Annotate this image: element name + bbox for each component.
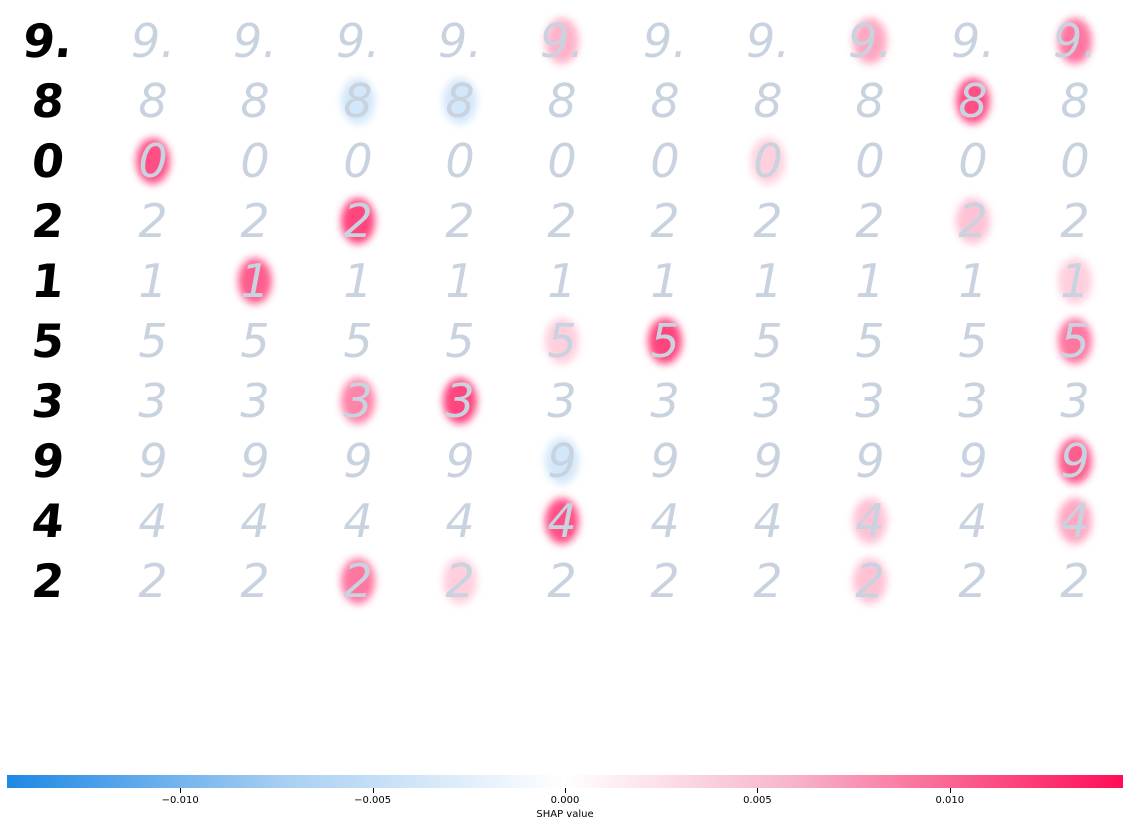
ghost-digit: 9. bbox=[540, 14, 584, 68]
attribution-cell bbox=[625, 553, 705, 609]
attribution-cell bbox=[728, 553, 808, 609]
attribution-cell bbox=[113, 253, 193, 309]
ghost-digit: 1 bbox=[650, 254, 680, 308]
attribution-cell bbox=[215, 493, 295, 549]
colorbar-label: SHAP value bbox=[536, 809, 594, 820]
attribution-cell bbox=[318, 373, 398, 429]
ghost-digit: 2 bbox=[138, 554, 168, 608]
ghost-digit: 8 bbox=[1060, 74, 1090, 128]
input-digit: 4 bbox=[29, 494, 67, 548]
ghost-digit: 9 bbox=[240, 434, 270, 488]
attribution-cell bbox=[420, 73, 500, 129]
grid-row bbox=[0, 253, 1130, 309]
attribution-cell bbox=[1035, 73, 1115, 129]
attribution-cell bbox=[728, 133, 808, 189]
attribution-cell bbox=[625, 253, 705, 309]
attribution-cell bbox=[728, 253, 808, 309]
attribution-cell bbox=[830, 553, 910, 609]
ghost-digit: 0 bbox=[445, 134, 475, 188]
ghost-digit: 5 bbox=[1060, 314, 1090, 368]
attribution-cell bbox=[522, 553, 602, 609]
ghost-digit: 1 bbox=[958, 254, 988, 308]
attribution-cell bbox=[215, 73, 295, 129]
ghost-digit: 3 bbox=[445, 374, 475, 428]
attribution-cell bbox=[420, 493, 500, 549]
ghost-digit: 9. bbox=[643, 14, 687, 68]
attribution-cell bbox=[625, 313, 705, 369]
attribution-cell bbox=[830, 13, 910, 69]
ghost-digit: 5 bbox=[445, 314, 475, 368]
ghost-digit: 2 bbox=[445, 554, 475, 608]
attribution-cell bbox=[830, 493, 910, 549]
ghost-digit: 9 bbox=[343, 434, 373, 488]
attribution-cell bbox=[933, 433, 1013, 489]
input-digit-cell bbox=[8, 553, 88, 609]
ghost-digit: 0 bbox=[1060, 134, 1090, 188]
ghost-digit: 9 bbox=[650, 434, 680, 488]
attribution-cell bbox=[830, 73, 910, 129]
ghost-digit: 2 bbox=[1060, 554, 1090, 608]
input-digit-cell bbox=[8, 133, 88, 189]
attribution-cell bbox=[522, 373, 602, 429]
attribution-cell bbox=[933, 313, 1013, 369]
attribution-cell bbox=[728, 193, 808, 249]
attribution-cell bbox=[420, 133, 500, 189]
attribution-cell bbox=[625, 493, 705, 549]
ghost-digit: 0 bbox=[753, 134, 783, 188]
attribution-cell bbox=[113, 133, 193, 189]
attribution-cell bbox=[1035, 193, 1115, 249]
attribution-cell bbox=[113, 493, 193, 549]
ghost-digit: 9 bbox=[547, 434, 577, 488]
ghost-digit: 4 bbox=[445, 494, 475, 548]
grid-row bbox=[0, 193, 1130, 249]
ghost-digit: 5 bbox=[240, 314, 270, 368]
colorbar-tick-label: 0.000 bbox=[550, 795, 580, 806]
attribution-cell bbox=[522, 313, 602, 369]
attribution-cell bbox=[318, 433, 398, 489]
ghost-digit: 1 bbox=[753, 254, 783, 308]
grid-row bbox=[0, 373, 1130, 429]
attribution-cell bbox=[522, 493, 602, 549]
grid-row bbox=[0, 133, 1130, 189]
attribution-cell bbox=[1035, 133, 1115, 189]
attribution-cell bbox=[318, 193, 398, 249]
input-digit: 5 bbox=[29, 314, 67, 368]
attribution-cell bbox=[215, 373, 295, 429]
ghost-digit: 2 bbox=[138, 194, 168, 248]
attribution-cell bbox=[420, 553, 500, 609]
input-digit-cell bbox=[8, 13, 88, 69]
attribution-cell bbox=[933, 73, 1013, 129]
ghost-digit: 2 bbox=[240, 194, 270, 248]
attribution-cell bbox=[830, 433, 910, 489]
grid-row bbox=[0, 313, 1130, 369]
attribution-cell bbox=[830, 253, 910, 309]
ghost-digit: 8 bbox=[855, 74, 885, 128]
attribution-cell bbox=[522, 13, 602, 69]
ghost-digit: 9. bbox=[951, 14, 995, 68]
ghost-digit: 8 bbox=[343, 74, 373, 128]
ghost-digit: 8 bbox=[138, 74, 168, 128]
input-digit-cell bbox=[8, 433, 88, 489]
attribution-cell bbox=[1035, 433, 1115, 489]
attribution-cell bbox=[1035, 13, 1115, 69]
colorbar-tick bbox=[180, 788, 181, 793]
attribution-cell bbox=[1035, 553, 1115, 609]
input-digit-cell bbox=[8, 313, 88, 369]
colorbar-tick bbox=[565, 788, 566, 793]
attribution-cell bbox=[420, 253, 500, 309]
ghost-digit: 2 bbox=[650, 194, 680, 248]
ghost-digit: 5 bbox=[650, 314, 680, 368]
attribution-cell bbox=[625, 433, 705, 489]
attribution-cell bbox=[318, 313, 398, 369]
ghost-digit: 5 bbox=[753, 314, 783, 368]
colorbar-tick bbox=[373, 788, 374, 793]
ghost-digit: 2 bbox=[445, 194, 475, 248]
ghost-digit: 0 bbox=[650, 134, 680, 188]
attribution-cell bbox=[318, 553, 398, 609]
ghost-digit: 4 bbox=[138, 494, 168, 548]
input-digit-cell bbox=[8, 193, 88, 249]
input-digit: 9 bbox=[29, 434, 67, 488]
ghost-digit: 3 bbox=[855, 374, 885, 428]
attribution-cell bbox=[933, 553, 1013, 609]
ghost-digit: 2 bbox=[343, 194, 373, 248]
ghost-digit: 4 bbox=[240, 494, 270, 548]
ghost-digit: 9. bbox=[233, 14, 277, 68]
ghost-digit: 2 bbox=[1060, 194, 1090, 248]
colorbar-tick bbox=[757, 788, 758, 793]
ghost-digit: 2 bbox=[855, 554, 885, 608]
ghost-digit: 9 bbox=[753, 434, 783, 488]
attribution-cell bbox=[1035, 493, 1115, 549]
ghost-digit: 0 bbox=[240, 134, 270, 188]
attribution-cell bbox=[420, 373, 500, 429]
ghost-digit: 9 bbox=[855, 434, 885, 488]
attribution-cell bbox=[113, 373, 193, 429]
attribution-cell bbox=[830, 133, 910, 189]
attribution-cell bbox=[113, 553, 193, 609]
input-digit-cell bbox=[8, 73, 88, 129]
colorbar bbox=[7, 775, 1123, 823]
ghost-digit: 9. bbox=[746, 14, 790, 68]
attribution-cell bbox=[215, 253, 295, 309]
ghost-digit: 9. bbox=[438, 14, 482, 68]
ghost-digit: 8 bbox=[445, 74, 475, 128]
input-digit: 2 bbox=[29, 554, 67, 608]
input-digit: 2 bbox=[29, 194, 67, 248]
input-digit-cell bbox=[8, 493, 88, 549]
ghost-digit: 0 bbox=[855, 134, 885, 188]
ghost-digit: 8 bbox=[240, 74, 270, 128]
attribution-cell bbox=[933, 133, 1013, 189]
input-digit-cell bbox=[8, 253, 88, 309]
ghost-digit: 1 bbox=[445, 254, 475, 308]
attribution-cell bbox=[215, 313, 295, 369]
colorbar-tick-label: −0.005 bbox=[354, 795, 392, 806]
ghost-digit: 9 bbox=[445, 434, 475, 488]
attribution-cell bbox=[113, 433, 193, 489]
ghost-digit: 3 bbox=[753, 374, 783, 428]
ghost-digit: 1 bbox=[547, 254, 577, 308]
input-digit: 9. bbox=[20, 14, 76, 68]
attribution-cell bbox=[215, 13, 295, 69]
ghost-digit: 3 bbox=[958, 374, 988, 428]
attribution-cell bbox=[728, 13, 808, 69]
ghost-digit: 9. bbox=[1053, 14, 1097, 68]
attribution-cell bbox=[113, 13, 193, 69]
input-digit-cell bbox=[8, 373, 88, 429]
colorbar-tick bbox=[950, 788, 951, 793]
attribution-cell bbox=[318, 13, 398, 69]
attribution-cell bbox=[625, 73, 705, 129]
attribution-cell bbox=[215, 553, 295, 609]
attribution-cell bbox=[318, 253, 398, 309]
attribution-cell bbox=[420, 193, 500, 249]
attribution-cell bbox=[625, 193, 705, 249]
ghost-digit: 5 bbox=[958, 314, 988, 368]
input-digit: 1 bbox=[29, 254, 67, 308]
attribution-cell bbox=[522, 253, 602, 309]
attribution-cell bbox=[933, 493, 1013, 549]
ghost-digit: 1 bbox=[855, 254, 885, 308]
ghost-digit: 1 bbox=[343, 254, 373, 308]
ghost-digit: 2 bbox=[855, 194, 885, 248]
ghost-digit: 4 bbox=[547, 494, 577, 548]
attribution-cell bbox=[933, 373, 1013, 429]
attribution-cell bbox=[1035, 253, 1115, 309]
grid-row bbox=[0, 493, 1130, 549]
ghost-digit: 8 bbox=[547, 74, 577, 128]
attribution-cell bbox=[522, 133, 602, 189]
attribution-cell bbox=[215, 193, 295, 249]
ghost-digit: 4 bbox=[343, 494, 373, 548]
attribution-cell bbox=[625, 373, 705, 429]
attribution-cell bbox=[830, 313, 910, 369]
ghost-digit: 3 bbox=[240, 374, 270, 428]
colorbar-tick-label: −0.010 bbox=[161, 795, 199, 806]
ghost-digit: 8 bbox=[650, 74, 680, 128]
ghost-digit: 9. bbox=[848, 14, 892, 68]
colorbar-tick-label: 0.005 bbox=[743, 795, 772, 806]
input-digit: 3 bbox=[29, 374, 67, 428]
attribution-cell bbox=[728, 493, 808, 549]
attribution-cell bbox=[625, 13, 705, 69]
ghost-digit: 0 bbox=[547, 134, 577, 188]
attribution-cell bbox=[728, 433, 808, 489]
ghost-digit: 9. bbox=[131, 14, 175, 68]
attribution-cell bbox=[420, 433, 500, 489]
attribution-cell bbox=[113, 313, 193, 369]
ghost-digit: 1 bbox=[138, 254, 168, 308]
attribution-cell bbox=[728, 73, 808, 129]
attribution-cell bbox=[215, 433, 295, 489]
ghost-digit: 5 bbox=[343, 314, 373, 368]
ghost-digit: 1 bbox=[1060, 254, 1090, 308]
attribution-cell bbox=[1035, 373, 1115, 429]
ghost-digit: 3 bbox=[138, 374, 168, 428]
colorbar-gradient bbox=[7, 775, 1123, 788]
attribution-cell bbox=[933, 253, 1013, 309]
ghost-digit: 5 bbox=[138, 314, 168, 368]
attribution-cell bbox=[830, 373, 910, 429]
attribution-cell bbox=[113, 73, 193, 129]
attribution-cell bbox=[318, 133, 398, 189]
ghost-digit: 9 bbox=[138, 434, 168, 488]
ghost-digit: 5 bbox=[547, 314, 577, 368]
ghost-digit: 2 bbox=[958, 194, 988, 248]
attribution-cell bbox=[933, 13, 1013, 69]
ghost-digit: 9 bbox=[958, 434, 988, 488]
ghost-digit: 8 bbox=[753, 74, 783, 128]
ghost-digit: 3 bbox=[650, 374, 680, 428]
attribution-cell bbox=[933, 193, 1013, 249]
attribution-cell bbox=[113, 193, 193, 249]
attribution-cell bbox=[728, 313, 808, 369]
input-digit: 8 bbox=[29, 74, 67, 128]
ghost-digit: 0 bbox=[138, 134, 168, 188]
ghost-digit: 1 bbox=[240, 254, 270, 308]
ghost-digit: 3 bbox=[1060, 374, 1090, 428]
attribution-cell bbox=[1035, 313, 1115, 369]
colorbar-tick-label: 0.010 bbox=[935, 795, 965, 806]
attribution-cell bbox=[420, 13, 500, 69]
input-digit: 0 bbox=[29, 134, 67, 188]
ghost-digit: 0 bbox=[958, 134, 988, 188]
ghost-digit: 2 bbox=[958, 554, 988, 608]
ghost-digit: 2 bbox=[650, 554, 680, 608]
attribution-cell bbox=[830, 193, 910, 249]
ghost-digit: 2 bbox=[753, 554, 783, 608]
attribution-cell bbox=[522, 73, 602, 129]
ghost-digit: 2 bbox=[240, 554, 270, 608]
ghost-digit: 2 bbox=[547, 194, 577, 248]
ghost-digit: 3 bbox=[343, 374, 373, 428]
ghost-digit: 9. bbox=[336, 14, 380, 68]
attribution-cell bbox=[318, 73, 398, 129]
attribution-cell bbox=[318, 493, 398, 549]
grid-row bbox=[0, 553, 1130, 609]
attribution-cell bbox=[420, 313, 500, 369]
ghost-digit: 2 bbox=[753, 194, 783, 248]
ghost-digit: 5 bbox=[855, 314, 885, 368]
attribution-cell bbox=[522, 433, 602, 489]
attribution-cell bbox=[522, 193, 602, 249]
ghost-digit: 4 bbox=[855, 494, 885, 548]
ghost-digit: 2 bbox=[343, 554, 373, 608]
attribution-cell bbox=[728, 373, 808, 429]
ghost-digit: 4 bbox=[753, 494, 783, 548]
ghost-digit: 0 bbox=[343, 134, 373, 188]
ghost-digit: 9 bbox=[1060, 434, 1090, 488]
ghost-digit: 4 bbox=[650, 494, 680, 548]
ghost-digit: 2 bbox=[547, 554, 577, 608]
ghost-digit: 4 bbox=[958, 494, 988, 548]
ghost-digit: 4 bbox=[1060, 494, 1090, 548]
ghost-digit: 3 bbox=[547, 374, 577, 428]
grid-row bbox=[0, 433, 1130, 489]
ghost-digit: 8 bbox=[958, 74, 988, 128]
grid-row bbox=[0, 13, 1130, 69]
grid-row bbox=[0, 73, 1130, 129]
attribution-cell bbox=[215, 133, 295, 189]
attribution-cell bbox=[625, 133, 705, 189]
